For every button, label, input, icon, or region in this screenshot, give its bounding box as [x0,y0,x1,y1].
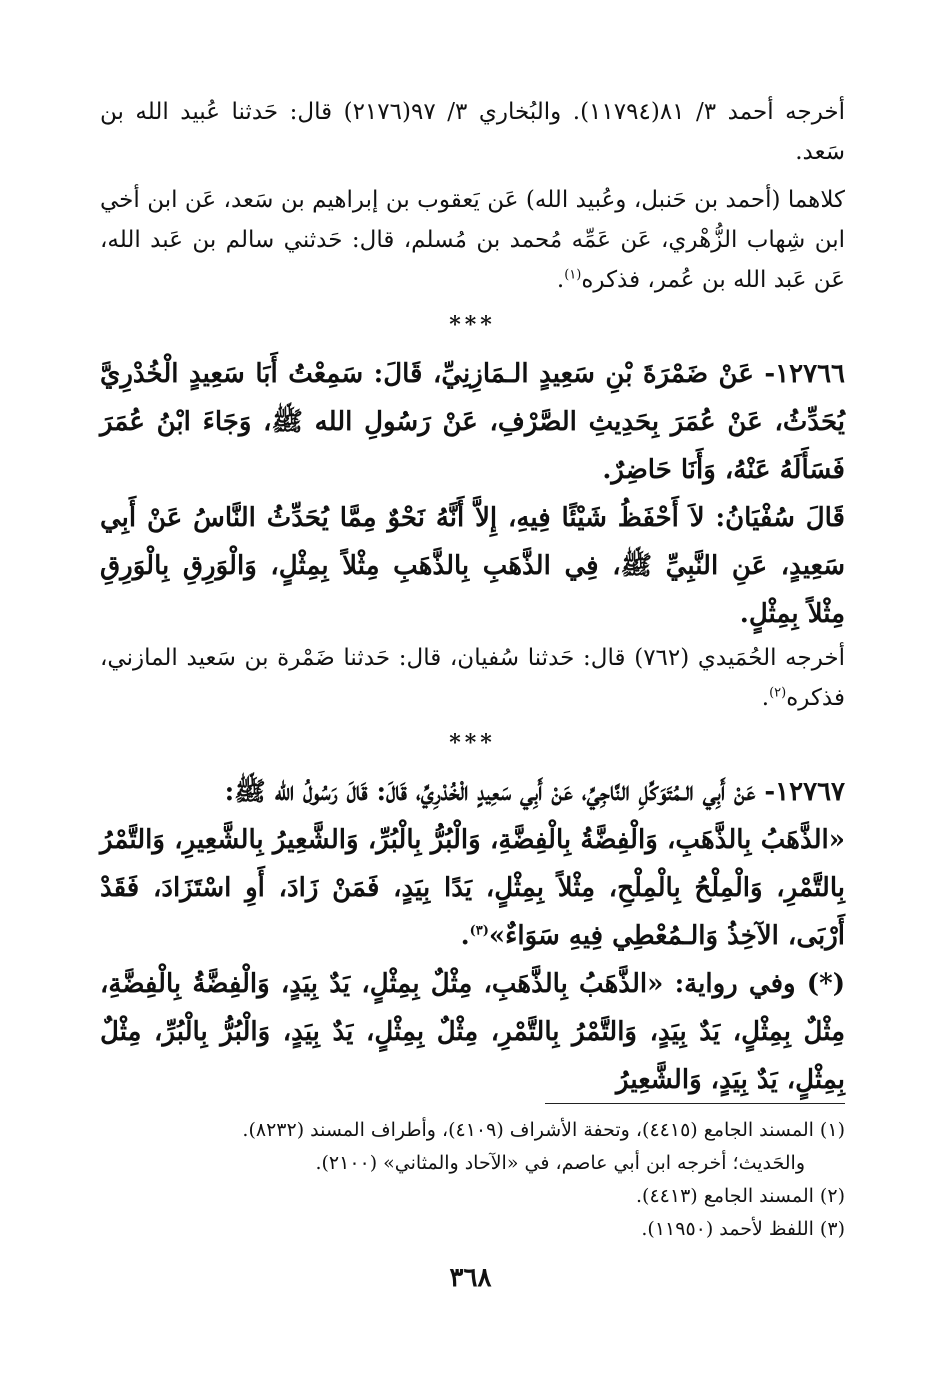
footnote-2: (٢) المسند الجامع (٤٤١٣). [636,1185,845,1207]
footnote-ref-2[interactable]: (٢) [769,685,787,701]
footnote-divider [545,1103,845,1104]
takhrij-paragraph-2 [100,638,845,718]
page-body [100,92,845,1104]
hadith-12766-sufyan: قَالَ سُفْيَانُ: لاَ أَحْفَظُ شَيْئًا فِيهِ، إِلاَّ أَنَّهُ نَحْوٌ مِمَّا يُحَدِّثُ النَّاسُ عَنْ أَبِي سَعِيدٍ، عَنِ النَّبِيِّ ﷺ، فِي الذَّهَبِ بِالذَّهَبِ مِثْلاً بِمِثْلٍ، وَالْوَرِقِ بِالْوَرِقِ مِثْلاً بِمِثْلٍ. [100,503,845,629]
page-number: ٣٦٨ [449,1263,492,1293]
hadith-12767-text: ١٢٧٦٧- عَنْ أَبِي الـمُتَوَكِّلِ النَّاجِيِّ، عَنْ أَبِي سَعِيدٍ الْخُدْرِيِّ، قَالَ: قَالَ رَسُولُ الله ﷺ: [224,777,845,807]
isnad-text: كلاهما (أحمد بن حَنبل، وعُبيد الله) عَن يَعقوب بن إبراهيم بن سَعد، عَن ابن أخي ابن شِهاب الزُّهْري، عَن عَمِّه مُحمد بن مُسلم، قال: حَدثني سالم بن عَبد الله، عَن عَبد الله بن عُمر، فذكره [100,187,845,293]
hadith-12767-riwaya: (*) وفي رواية: «الذَّهَبُ بِالذَّهَبِ، مِثْلٌ بِمِثْلٍ، يَدٌ بِيَدٍ، وَالْفِضَّةُ بِالْفِضَّةِ، مِثْلٌ بِمِثْلٍ، يَدٌ بِيَدٍ، وَالتَّمْرُ بِالتَّمْرِ، مِثْلٌ بِمِثْلٍ، يَدٌ بِيَدٍ، وَالْبُرُّ بِالْبُرِّ، مِثْلٌ بِمِثْلٍ، يَدٌ بِيَدٍ، وَالشَّعِيرُ [100,969,845,1095]
footnote-3: (٣) اللفظ لأحمد (١١٩٥٠). [641,1218,845,1240]
takhrij-2-end: . [761,685,770,711]
isnad-paragraph [100,180,845,300]
section-separator: *** [449,312,496,338]
footnote-1: (١) المسند الجامع (٤٤١٥)، وتحفة الأشراف (٤١٠٩)، وأطراف المسند (٨٢٣٢). [242,1119,845,1141]
footnote-ref-1[interactable]: (١) [564,267,582,283]
section-separator: *** [449,730,496,756]
hadith-12766-text: ١٢٧٦٦- عَنْ ضَمْرَةَ بْنِ سَعِيدٍ الـمَازِنِيِّ، قَالَ: سَمِعْتُ أَبَا سَعِيدٍ الْخُدْرِيَّ يُحَدِّثُ، عَنْ عُمَرَ بِحَدِيثِ الصَّرْفِ، عَنْ رَسُولِ الله ﷺ، وَجَاءَ ابْنُ عُمَرَ فَسَأَلَهُ عَنْهُ، وَأَنَا حَاضِرٌ. [100,359,845,485]
footnote-1-continuation: والحَديث؛ أخرجه ابن أبي عاصم، في «الآحاد والمثاني» (٢١٠٠). [315,1152,805,1174]
takhrij-paragraph-1: أخرجه أحمد ٣/ ٨١(١١٧٩٤). والبُخاري ٣/ ٩٧(٢١٧٦) قال: حَدثنا عُبيد الله بن سَعد. [100,99,846,165]
hadith-12767-matn-text: «الذَّهَبُ بِالذَّهَبِ، وَالْفِضَّةُ بِالْفِضَّةِ، وَالْبُرُّ بِالْبُرِّ، وَالشَّعِيرُ بِالشَّعِيرِ، وَالتَّمْرُ بِالتَّمْرِ، وَالْمِلْحُ بِالْمِلْحِ، مِثْلاً بِمِثْلٍ، يَدًا بِيَدٍ، فَمَنْ زَادَ، أَوِ اسْتَزَادَ، فَقَدْ أَرْبَى، الآخِذُ وَالـمُعْطِي فِيهِ سَوَاءٌ» [100,825,845,951]
isnad-end: . [556,267,565,293]
footnote-ref-3[interactable]: (٣) [469,923,489,939]
hadith-12767-matn-end: . [460,921,470,951]
footnotes [100,1103,845,1246]
takhrij-2-text: أخرجه الحُمَيدي (٧٦٢) قال: حَدثنا سُفيان، قال: حَدثنا ضَمْرة بن سَعيد المازني، فذكره [100,645,845,711]
hadith-12767-matn [100,816,845,960]
